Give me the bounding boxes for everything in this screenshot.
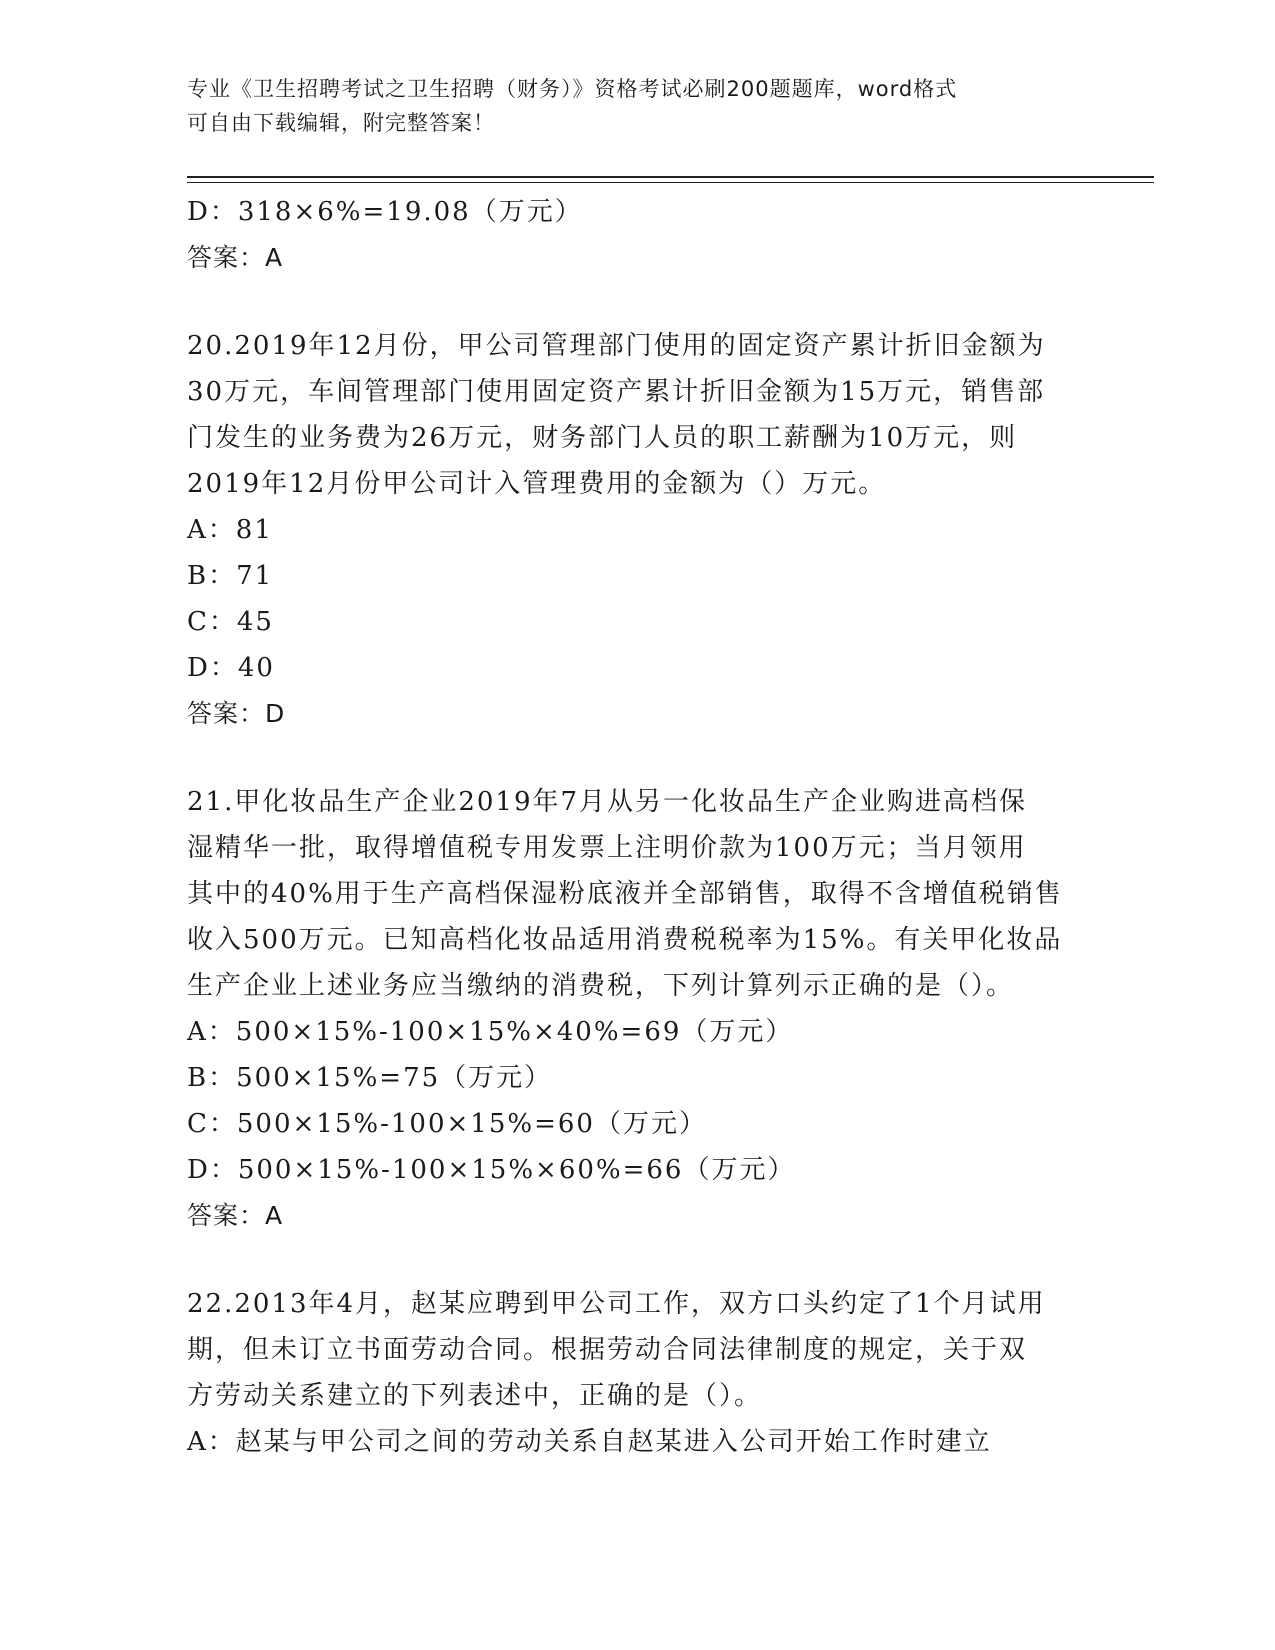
question-22: [187, 1281, 1087, 1465]
question-21: [187, 779, 1087, 1239]
question-stem-line: 收入500万元。已知高档化妆品适用消费税税率为15%。有关甲化妆品: [187, 925, 1063, 955]
question-stem-line: 生产企业上述业务应当缴纳的消费税，下列计算列示正确的是（）。: [187, 971, 1015, 1001]
question-stem-line: 湿精华一批，取得增值税专用发票上注明价款为100万元；当月领用: [187, 833, 1027, 863]
previous-question-tail: [187, 189, 1087, 281]
question-20: [187, 323, 1087, 737]
question-stem-line: 方劳动关系建立的下列表述中，正确的是（）。: [187, 1381, 763, 1411]
question-stem-line: 30万元，车间管理部门使用固定资产累计折旧金额为15万元，销售部: [187, 377, 1046, 407]
question-stem-line: 22.2013年4月，赵某应聘到甲公司工作，双方口头约定了1个月试用: [187, 1289, 1046, 1319]
option-a: A：赵某与甲公司之间的劳动关系自赵某进入公司开始工作时建立: [187, 1427, 992, 1457]
option-b: B：71: [187, 561, 274, 591]
option-a: A：81: [187, 515, 273, 545]
option-d: D：500×15%-100×15%×60%=66（万元）: [187, 1155, 796, 1185]
header-rule-thin: [187, 182, 1154, 183]
option-d: D：318×6%=19.08（万元）: [187, 197, 583, 227]
option-b: B：500×15%=75（万元）: [187, 1063, 553, 1093]
header-line-1: 专业《卫生招聘考试之卫生招聘（财务）》资格考试必刷200题题库，word格式: [187, 77, 958, 101]
question-stem-line: 其中的40%用于生产高档保湿粉底液并全部销售，取得不含增值税销售: [187, 879, 1063, 909]
header-rule-thick: [187, 176, 1154, 178]
answer-line: 答案：A: [187, 1201, 284, 1230]
option-a: A：500×15%-100×15%×40%=69（万元）: [187, 1017, 794, 1047]
option-d: D：40: [187, 653, 275, 683]
question-stem-line: 门发生的业务费为26万元，财务部门人员的职工薪酬为10万元，则: [187, 423, 1018, 453]
option-c: C：45: [187, 607, 274, 637]
page-header: [187, 72, 1067, 140]
question-stem-line: 期，但未订立书面劳动合同。根据劳动合同法律制度的规定，关于双: [187, 1335, 1028, 1365]
question-stem-line: 21.甲化妆品生产企业2019年7月从另一化妆品生产企业购进高档保: [187, 787, 1028, 817]
question-stem-line: 2019年12月份甲公司计入管理费用的金额为（）万元。: [187, 469, 887, 499]
question-stem-line: 20.2019年12月份，甲公司管理部门使用的固定资产累计折旧金额为: [187, 331, 1046, 361]
option-c: C：500×15%-100×15%=60（万元）: [187, 1109, 707, 1139]
answer-line: 答案：D: [187, 699, 286, 728]
header-line-2: 可自由下载编辑，附完整答案！: [187, 111, 495, 135]
document-body: [187, 189, 1087, 1465]
answer-line: 答案：A: [187, 243, 284, 272]
